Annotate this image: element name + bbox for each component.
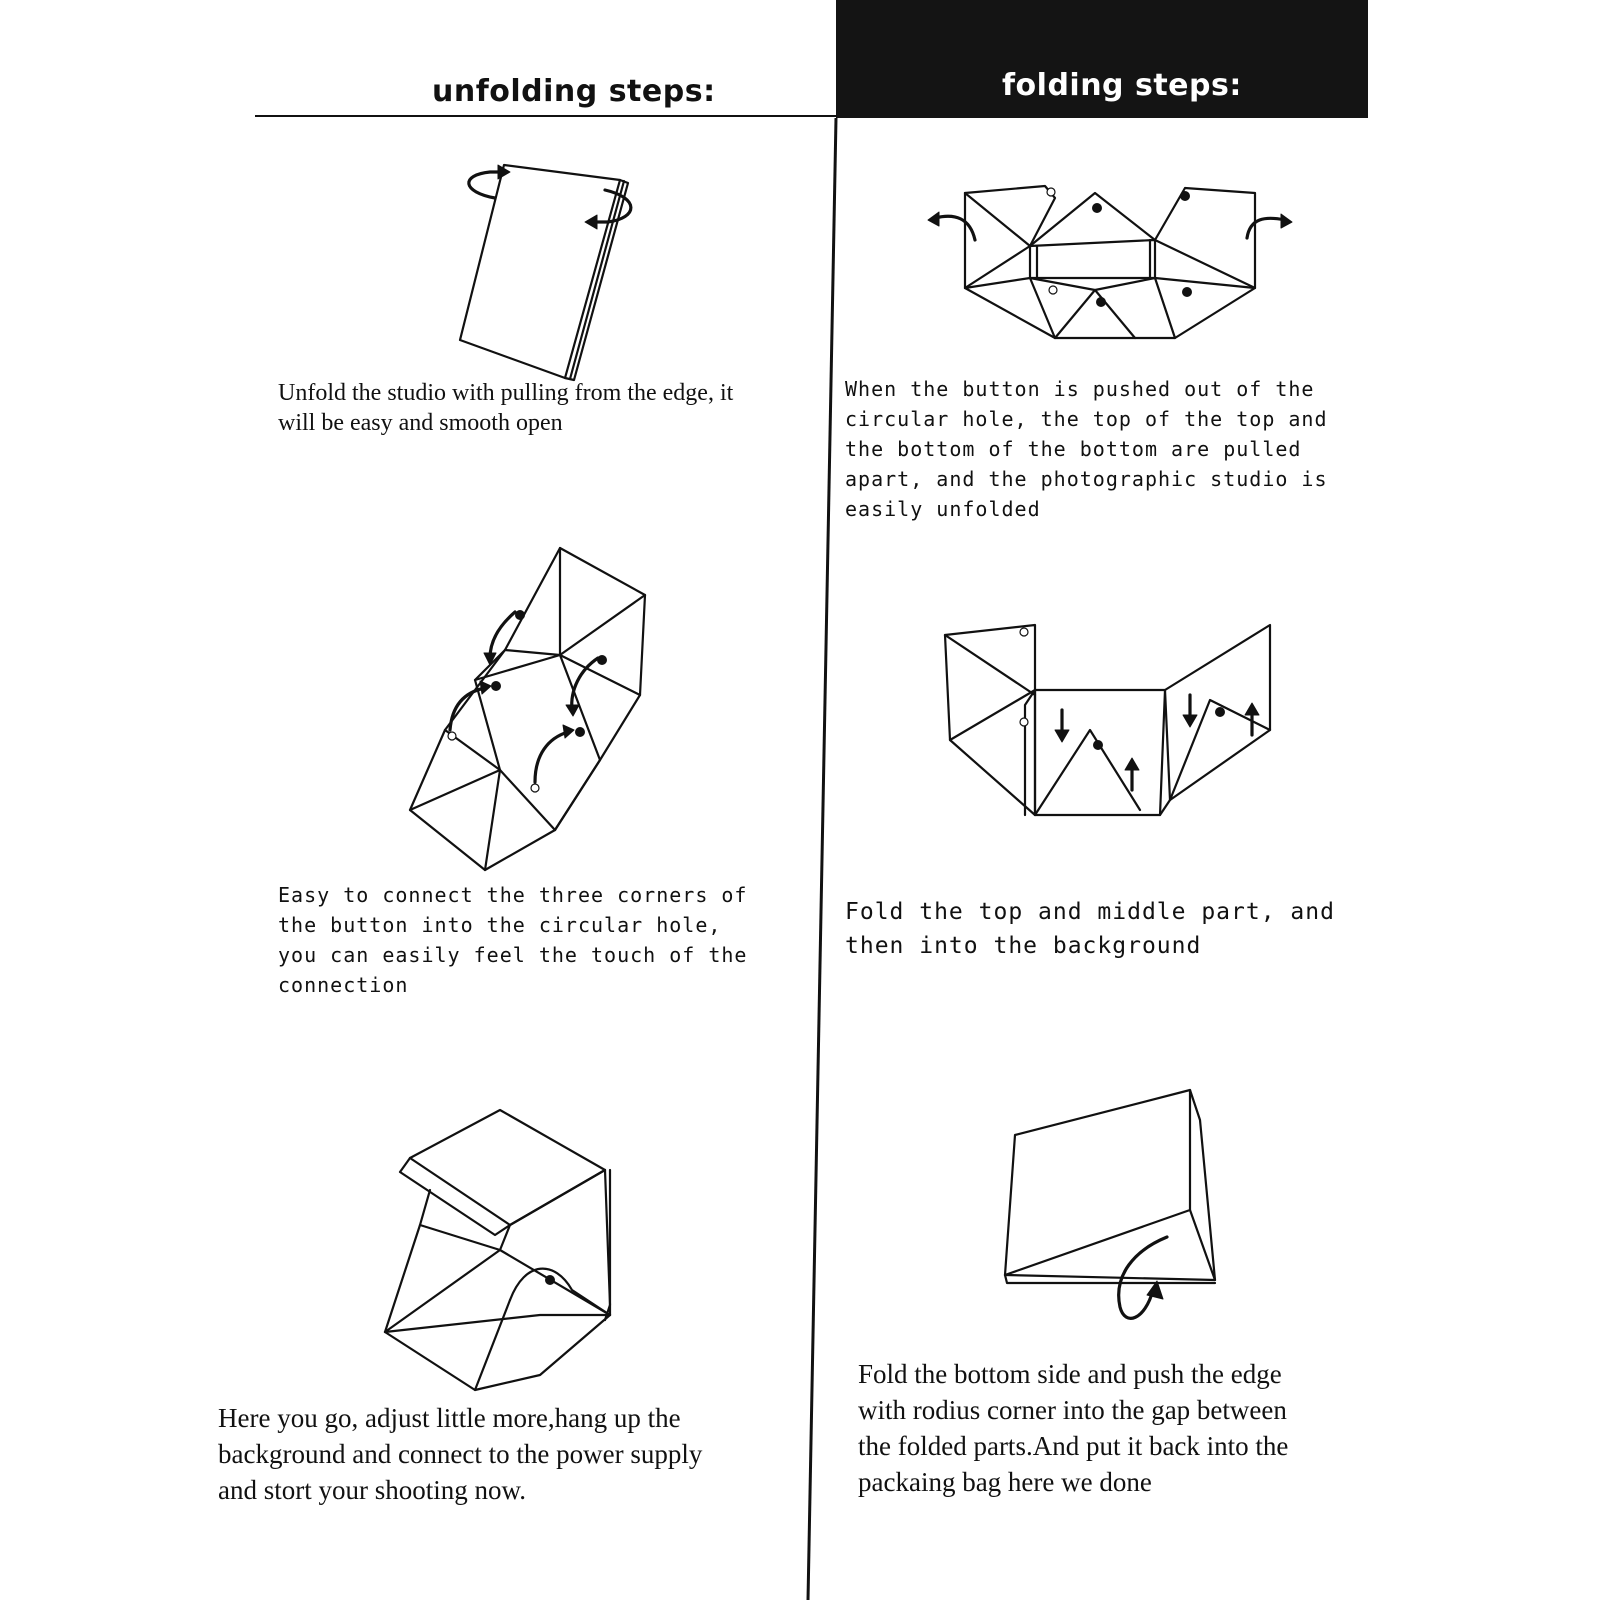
button-dot-icon — [1096, 297, 1106, 307]
push-arrow-icon — [1055, 710, 1069, 742]
fold-step1-illustration — [925, 178, 1305, 358]
unfold-step3-text: Here you go, adjust little more,hang up the background and connect to the power supply and stort your shooting now. — [218, 1403, 703, 1505]
circular-hole-icon — [1047, 188, 1055, 196]
fold-step2-illustration — [940, 620, 1280, 820]
fold-step3-illustration — [995, 1085, 1235, 1335]
fold-step3-text: Fold the bottom side and push the edge with rodius corner into the gap between the folded parts.And put it back into the packaing bag here we done — [858, 1359, 1289, 1497]
unfold-step1-text: Unfold the studio with pulling from the edge, it will be easy and smooth open — [278, 380, 734, 436]
push-arrow-icon — [1183, 695, 1197, 727]
fold-step1-text: When the button is pushed out of the circular hole, the top of the top and the bottom of the bottom are pulled apart, and the photographic studio is easily unfolded — [845, 377, 1328, 521]
rotate-arrow-icon — [469, 165, 510, 198]
button-dot-icon — [1182, 287, 1192, 297]
rotate-arrow-icon — [585, 190, 631, 229]
circular-hole-icon — [1020, 718, 1028, 726]
circular-hole-icon — [448, 732, 456, 740]
button-dot-icon — [1215, 707, 1225, 717]
folding-steps-title: folding steps: — [1002, 68, 1242, 103]
unfolding-steps-title: unfolding steps: — [432, 74, 716, 109]
unfold-step1-illustration — [440, 150, 640, 390]
fold-step2-text: Fold the top and middle part, and then into the background — [845, 899, 1335, 959]
button-dot-icon — [1093, 740, 1103, 750]
unfold-step2-illustration — [390, 540, 650, 870]
button-dot-icon — [545, 1275, 555, 1285]
unfold-step3-illustration — [380, 1100, 630, 1400]
button-dot-icon — [1092, 203, 1102, 213]
circular-hole-icon — [1020, 628, 1028, 636]
button-dot-icon — [575, 727, 585, 737]
button-dot-icon — [491, 681, 501, 691]
unfold-step2-text: Easy to connect the three corners of the button into the circular hole, you can easily feel the touch of the connection — [278, 883, 748, 997]
header-underline — [255, 115, 837, 117]
circular-hole-icon — [531, 784, 539, 792]
circular-hole-icon — [1049, 286, 1057, 294]
button-dot-icon — [1180, 191, 1190, 201]
push-arrow-icon — [1125, 758, 1139, 790]
